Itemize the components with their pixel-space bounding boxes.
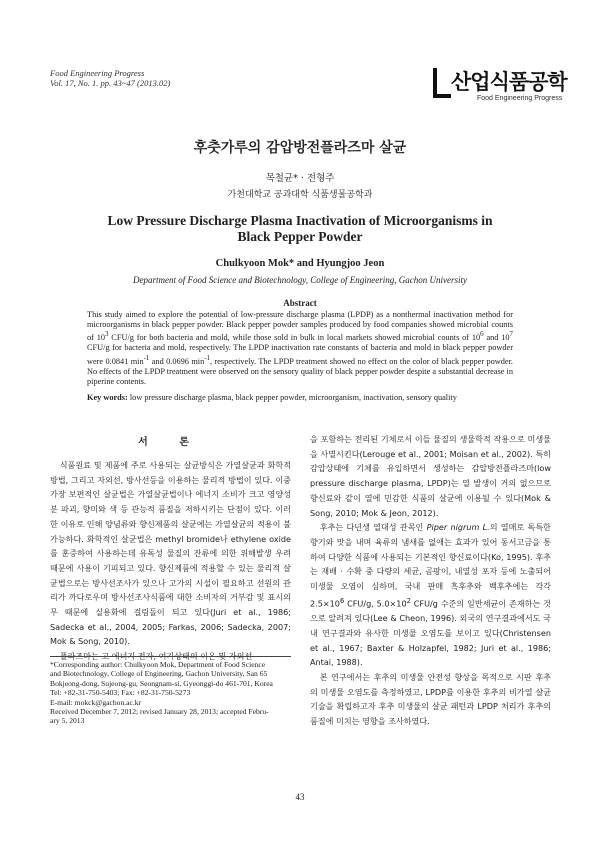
journal-logo bbox=[433, 66, 567, 108]
logo-title: 산업식품공학 bbox=[451, 70, 567, 94]
title-english: Low Pressure Discharge Plasma Inactivation of Microorganisms in Black Pepper Powder bbox=[107, 213, 493, 244]
keywords-label: Key words: bbox=[87, 393, 128, 402]
authors-english: Chulkyoon Mok* and Hyungjoo Jeon bbox=[215, 258, 385, 269]
paragraph: 본 연구에서는 후추의 미생물 안전성 향상을 목적으로 시판 후추의 미생물 오염도를 측정하였고, LPDP를 이용한 후추의 비가열 살균기술을 확립하고자 후추 미생물의 살균 패턴과 LPDP 처리가 후추의 품질에 미치는 영향을 조사하였다. bbox=[310, 671, 551, 727]
keywords-text: low pressure discharge plasma, black pepper powder, microorganism, inactivation, sensory quality bbox=[127, 393, 457, 402]
abstract-heading: Abstract bbox=[283, 298, 317, 308]
affiliation-english: Department of Food Science and Biotechnology, College of Engineering, Gachon University bbox=[133, 275, 467, 285]
page-number: 43 bbox=[295, 792, 305, 802]
email: E-mail: mokck@gachon.ac.kr bbox=[50, 697, 142, 707]
left-column bbox=[50, 458, 291, 664]
logo-bracket-icon bbox=[433, 68, 451, 98]
section-title-introduction: 서 론 bbox=[138, 437, 203, 448]
footnote-divider bbox=[50, 656, 291, 657]
keywords bbox=[87, 393, 513, 403]
scientific-name: Piper nigrum L. bbox=[426, 522, 490, 533]
journal-volume: Vol. 17, No. 1. pp. 43~47 (2013.02) bbox=[50, 78, 171, 88]
title-korean: 후춧가루의 감압방전플라즈마 살균 bbox=[193, 140, 407, 156]
paragraph: 식품원료 및 제품에 주로 사용되는 살균방식은 가열살균과 화학적 방법, 그리고 자외선, 방사선등을 이용하는 물리적 방법이 있다. 이중 가장 보편적인 살균법은 가열살균법이나 에너지 소비가 크고 영양성분 파괴, 향미와 색 등 관능적 품질을 저하시키는 단점이 있다. 이러한 이유로 인해 양념류와 향신제품의 살균에는 가열살균의 적용이 불가능하다. 화학적인 살균법은 methyl bromide나 ethylene oxide를 훈증하여 사용하는데 유독성 물질의 잔류에 의한 위해발생 우려 때문에 사용이 기피되고 있다. 향신제품에 적용할 수 있는 물리적 살균법으로는 방사선조사가 있으나 고가의 시설이 필요하고 선원의 관리가 까다로우며 방사선조사식품에 대한 소비자의 거부감 및 표시의무 때문에 실용화에 걸림돌이 되고 있다(Juri et al., 1986; Sadecka et al., 2004, 2005; Farkas, 2006; Sadecka, 2007; Mok & Song, 2010). bbox=[50, 460, 291, 647]
abstract-body: This study aimed to explore the potential of low-pressure discharge plasma (LPDP) as a nonthermal inactivation method for microorganisms in black pepper powder. Black pepper powder samples produced by food companies showed microbial counts of $10^3$ CFU/g for both bacteria and mold, while those sold in bulk in local markets showed microbial counts of $10^6$ and $10^7$ CFU/g for bacteria and mold, respectively. The LPDP inactivation rate constants of bacteria and mold in black pepper powder were 0.0841 $\min^{-1}$ and 0.0696 $\min^{-1}$, respectively. The LPDP treatment showed no effect on the color of black pepper powder. No effects of the LPDP treatment were observed on the sensory quality of black pepper powder despite a substantial decrease in piperine contents. bbox=[87, 310, 513, 386]
paragraph: 을 포함하는 전리된 기체로서 이들 물질의 생물학적 작용으로 미생물을 사멸시킨다(Lerouge et al., 2001; Moisan et al., 2002). 특히 감압상태에 기체를 유입하면서 생성하는 감압방전플라즈마(low pressure discharge plasma, LPDP)는 열 발생이 거의 없으므로 향신료와 같이 열에 민감한 식품의 살균에 이용될 수 있다(Mok & Song, 2010; Mok & Jeon, 2012). bbox=[310, 434, 551, 518]
authors-korean: 목철균* · 전형주 bbox=[265, 173, 335, 184]
journal-citation bbox=[50, 68, 170, 88]
right-column bbox=[310, 432, 551, 729]
footnote: *Corresponding author: Chulkyoon Mok, Department of Food Science and Biotechnology, College of Engineering, Gachon University, San 65 Bokjeong-dong, Sujeong-gu, Seongnam-si, Gyeonggi-do 461-701, Korea Tel: +82-31-750-5403; Fax: +82-31-750-5273 E-mail: mokck@gachon.ac.kr Received December 7, 2012; revised January 28, 2013; accepted Febru- ary 5, 2013 bbox=[50, 660, 295, 726]
affiliation-korean: 가천대학교 공과대학 식품생물공학과 bbox=[227, 190, 373, 200]
logo-subtitle: Food Engineering Progress bbox=[477, 95, 563, 102]
paragraph: 플라즈마는 고 에너지 전자, 여기상태의 이온 및 자외선 bbox=[59, 651, 253, 662]
paragraph: 후추는 다년생 열대성 관목인 Piper nigrum L.의 열매로 독특한 향기와 맛을 내며 육류의 냄새를 없애는 효과가 있어 동서고금을 통하여 다양한 식품에 사용되는 기본적인 향신료이다(Ko, 1995). 후추는 재배 · 수확 중 다량의 세균, 곰팡이, 내열성 포자 등에 노출되어 미생물 오염이 심하며, 국내 판매 흑후추와 백후추에는 각각 $2.5\times 10^6$ CFU/g, $5.0\times 10^2$ CFU/g 수준의 일반세균이 존재하는 것으로 알려져 있다(Lee & Cheon, 1996). 외국의 연구결과에서도 국내 연구결과와 유사한 미생물 오염도를 보이고 있다(Christensen et al., 1967; Baxter & Holzapfel, 1982; Juri et al., 1986; Antai, 1988). bbox=[310, 522, 551, 668]
journal-name: Food Engineering Progress bbox=[50, 68, 145, 78]
